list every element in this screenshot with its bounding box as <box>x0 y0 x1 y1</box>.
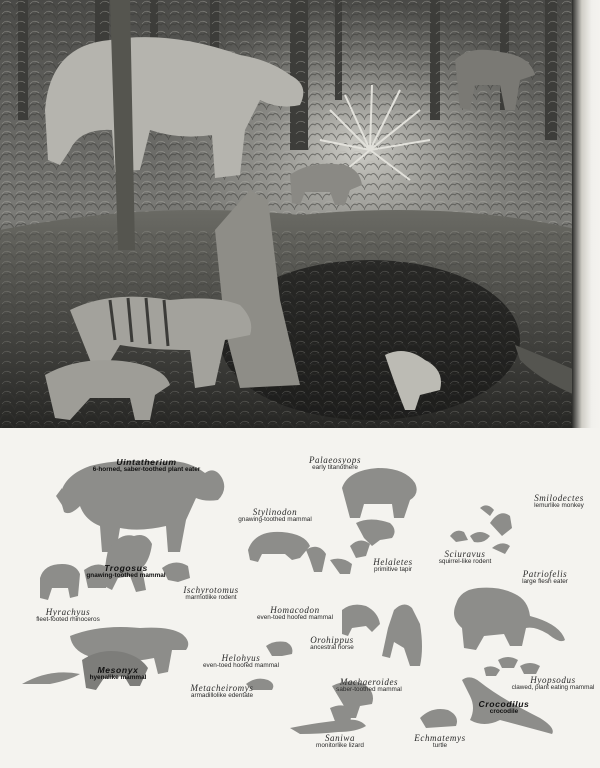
label-saniwa: Saniwa monitorlike lizard <box>316 733 364 750</box>
label-helohyus: Helohyus even-toed hoofed mammal <box>202 653 280 670</box>
label-trogosus: Trogosus gnawing-toothed mammal <box>86 563 166 580</box>
page-gutter <box>572 0 600 428</box>
species-key <box>0 428 600 768</box>
label-echmatemys: Echmatemys turtle <box>414 733 466 750</box>
label-sciuravus: Sciuravus squirrel-like rodent <box>438 549 492 566</box>
label-ischyrotomus: Ischyrotomus marmotlike rodent <box>183 585 239 602</box>
label-homacodon: Homacodon even-toed hoofed mammal <box>256 605 334 622</box>
label-machaeroides: Machaeroides saber-toothed mammal <box>336 677 402 694</box>
label-stylinodon: Stylinodon gnawing-toothed mammal <box>238 507 312 524</box>
label-smilodectes: Smilodectes lemurlike monkey <box>534 493 584 510</box>
label-palaeosyops: Palaeosyops early titanothere <box>308 455 362 472</box>
label-hyrachyus: Hyrachyus fleet-footed rhinoceros <box>36 607 100 624</box>
label-patriofelis: Patriofelis large flesh eater <box>522 569 568 586</box>
label-helaletes: Helaletes primitive tapir <box>373 557 413 574</box>
label-orohippus: Orohippus ancestral horse <box>310 635 354 652</box>
label-mesonyx: Mesonyx hyenalike mammal <box>89 665 147 682</box>
label-uintatherium: Uintatherium 6-horned, saber-toothed plant eater <box>92 457 201 474</box>
label-hyopsodus: Hyopsodus clawed, plant eating mammal <box>511 675 595 692</box>
label-metacheiromys: Metacheiromys armadillolike edentate <box>190 683 254 700</box>
label-crocodilus: Crocodilus crocodile <box>478 699 530 716</box>
